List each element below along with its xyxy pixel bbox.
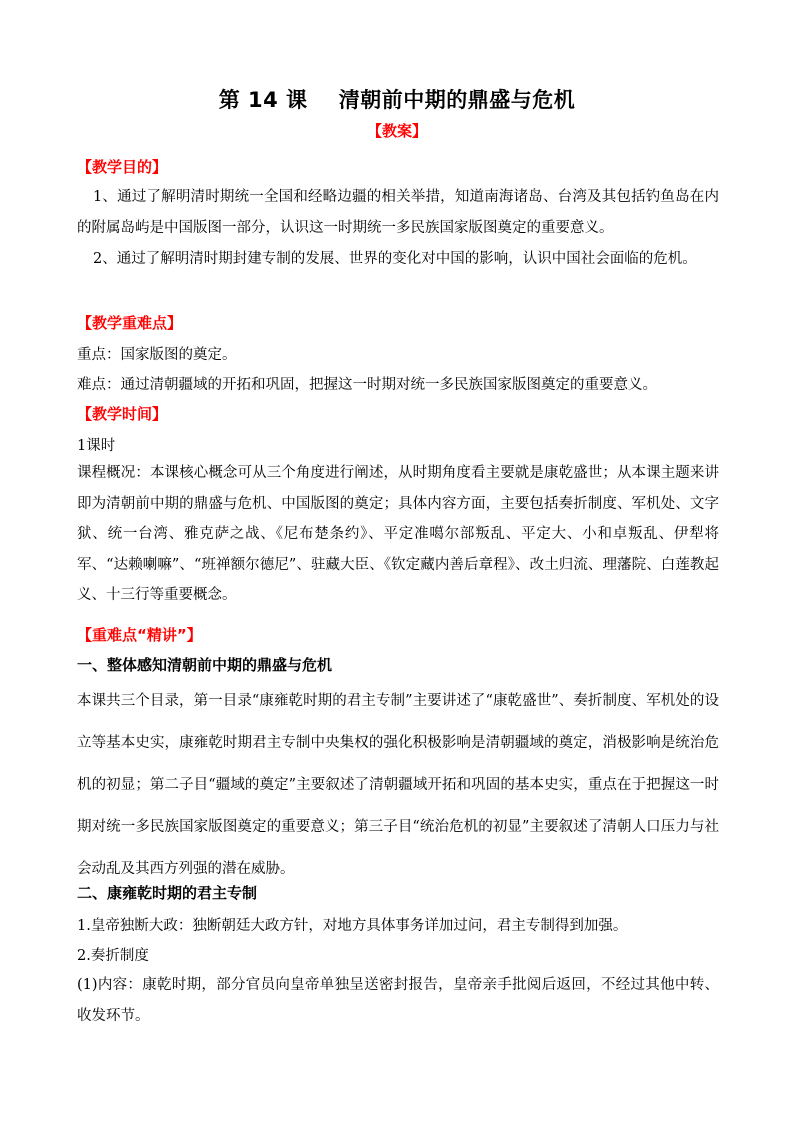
part-1-title: 一、整体感知清朝前中期的鼎盛与危机	[77, 656, 333, 674]
part-1-text: 本课共三个目录，第一目录“康雍乾时期的君主专制”主要讲述了“康乾盛世”、奏折制度、军机处的设立等基本史实，康雍乾时期君主专制中央集权的强化积极影响是清朝疆域的奠定，消极影响是统治危机的初显；第二子目“疆域的奠定”主要叙述了清朝疆域开拓和巩固的基本史实，重点在于把握这一时期对统一多民族国家版图奠定的重要意义；第三子目“统治危机的初显”主要叙述了清朝人口压力与社会动乱及其西方列强的潜在威胁。	[77, 693, 719, 877]
course-overview: 课程概况：本课核心概念可从三个角度进行阐述，从时期角度看主要就是康乾盛世；从本课主题来讲即为清朝前中期的鼎盛与危机、中国版图的奠定；具体内容方面，主要包括奏折制度、军机处、文字狱、统一台湾、雅克萨之战、《尼布楚条约》、平定准噶尔部叛乱、平定大、小和卓叛乱、伊犁将军、“达赖喇嘛”、“班禅额尔德尼”、驻藏大臣、《钦定藏内善后章程》、改土归流、理藩院、白莲教起义、十三行等重要概念。	[77, 465, 719, 603]
objectives-paragraph-2: 2、通过了解明清时期封建专制的发展、世界的变化对中国的影响，认识中国社会面临的危机。	[93, 251, 697, 267]
key-points-heading: 【教学重难点】	[77, 314, 183, 332]
time-heading: 【教学时间】	[77, 405, 168, 423]
key-point-text: 重点：国家版图的奠定。	[77, 347, 237, 363]
part-2-item-2: 2.奏折制度	[77, 948, 149, 964]
page-title: 第 14 课 清朝前中期的鼎盛与危机	[218, 88, 576, 112]
class-hours: 1课时	[77, 438, 116, 454]
objectives-paragraph-1: 1、通过了解明清时期统一全国和经略边疆的相关举措，知道南海诸岛、台湾及其包括钓鱼岛在内的附属岛屿是中国版图一部分，认识这一时期统一多民族国家版图奠定的重要意义。	[77, 189, 719, 236]
difficult-point-text: 难点：通过清朝疆域的开拓和巩固，把握这一时期对统一多民族国家版图奠定的重要意义。	[77, 377, 657, 393]
part-2-title: 二、康雍乾时期的君主专制	[77, 884, 258, 902]
lecture-heading: 【重难点“精讲”】	[77, 626, 202, 644]
page-subtitle: 【教案】	[366, 122, 427, 140]
objectives-heading: 【教学目的】	[77, 158, 168, 176]
part-2-item-2-1: (1)内容：康乾时期，部分官员向皇帝单独呈送密封报告，皇帝亲手批阅后返回，不经过其他中转、收发环节。	[77, 977, 719, 1024]
part-2-item-1: 1.皇帝独断大政：独断朝廷大政方针，对地方具体事务详加过问，君主专制得到加强。	[77, 918, 628, 934]
